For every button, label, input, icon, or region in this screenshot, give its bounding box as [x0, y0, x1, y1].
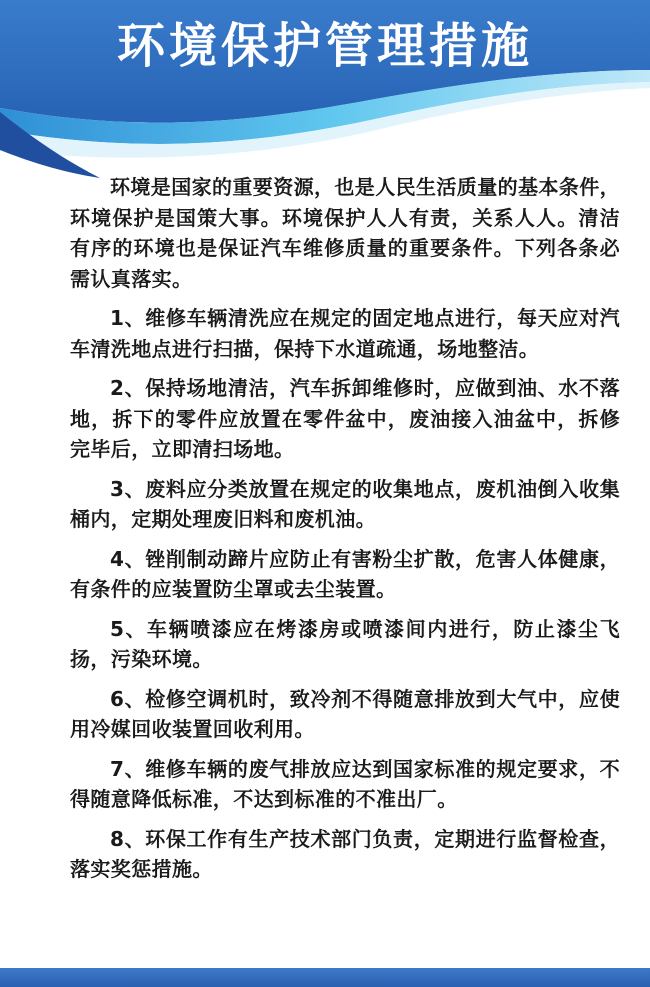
page-title: 环境保护管理措施: [116, 18, 533, 74]
measure-item-3: 3、废料应分类放置在规定的收集地点，废机油倒入收集桶内，定期处理废旧料和废机油。: [70, 476, 620, 531]
content-body: [70, 172, 620, 894]
measure-item-8: 8、环保工作有生产技术部门负责，定期进行监督检查，落实奖惩措施。: [70, 826, 620, 881]
intro-paragraph: 环境是国家的重要资源，也是人民生活质量的基本条件，环境保护是国策大事。环境保护人人有责，关系人人。清洁有序的环境也是保证汽车维修质量的重要条件。下列各条必需认真落实。: [70, 175, 620, 291]
footer-bar: [0, 968, 650, 987]
measure-item-7: 7、维修车辆的废气排放应达到国家标准的规定要求，不得随意降低标准，不达到标准的不准出厂。: [70, 756, 620, 811]
measure-item-1: 1、维修车辆清洗应在规定的固定地点进行，每天应对汽车清洗地点进行扫描，保持下水道疏通，场地整洁。: [70, 306, 620, 361]
measure-item-5: 5、车辆喷漆应在烤漆房或喷漆间内进行，防止漆尘飞扬，污染环境。: [70, 616, 620, 671]
measure-item-4: 4、锉削制动蹄片应防止有害粉尘扩散，危害人体健康，有条件的应装置防尘罩或去尘装置。: [70, 546, 620, 601]
measure-item-6: 6、检修空调机时，致冷剂不得随意排放到大气中，应使用冷媒回收装置回收利用。: [70, 686, 620, 741]
measure-item-2: 2、保持场地清洁，汽车拆卸维修时，应做到油、水不落地，拆下的零件应放置在零件盆中，废油接入油盆中，拆修完毕后，立即清扫场地。: [70, 376, 620, 461]
header-banner: [0, 0, 650, 190]
